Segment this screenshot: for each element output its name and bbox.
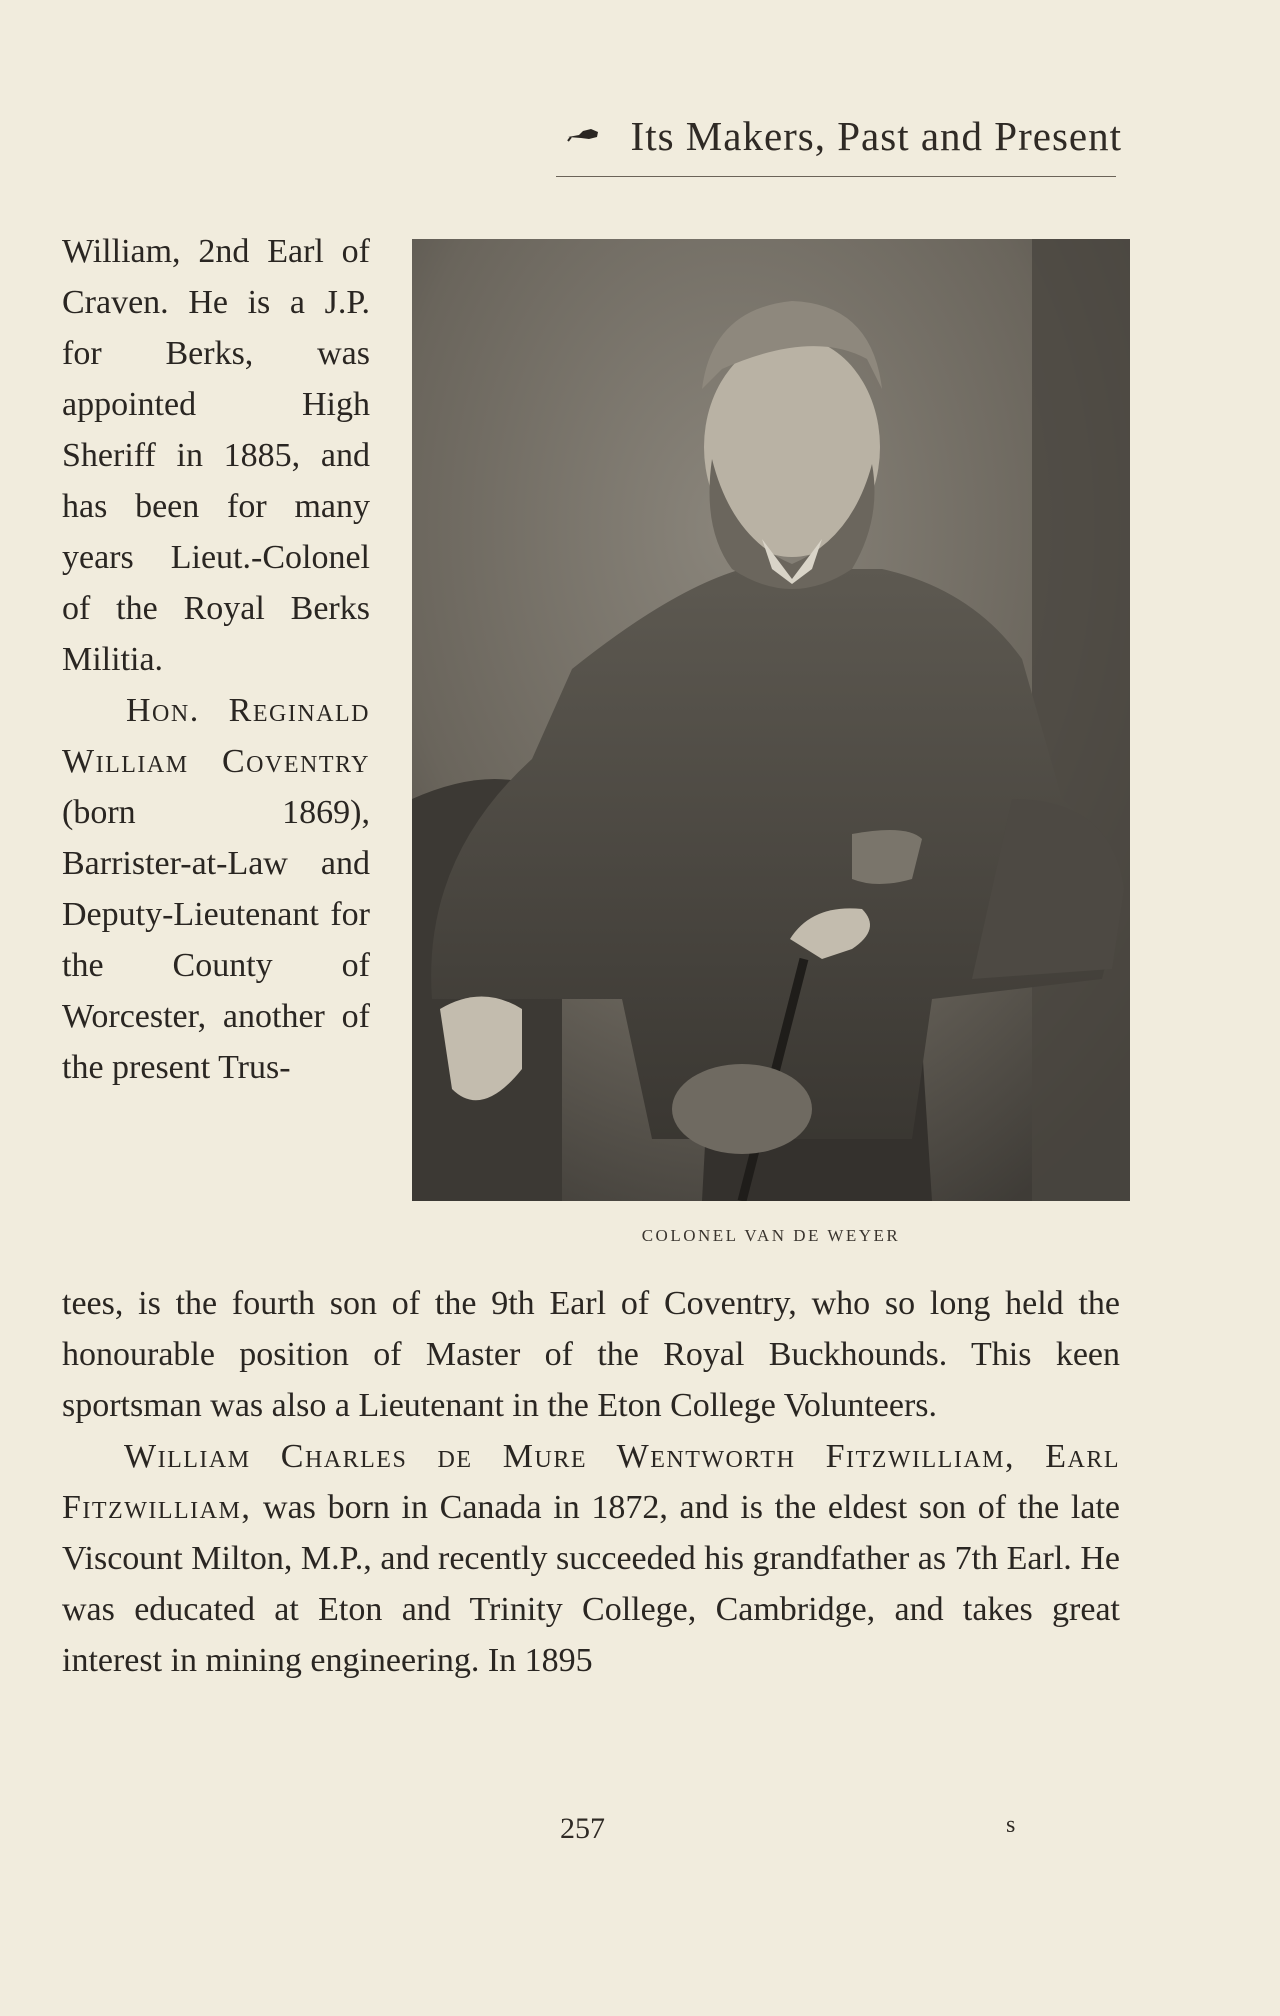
paragraph-craven: William, 2nd Earl of Craven. He is a J.P. for Berks, was appointed High Sheriff in 1885, and has been for many years Lieut.-Colonel of the Royal Berks Militia.: [62, 233, 370, 678]
paragraph-fitzwilliam-text: was born in Canada in 1872, and is the eldest son of the late Viscount Milton, M.P., and recently succeeded his grandfather as 7th Earl. He was educated at Eton and Trinity College, Cambridge, and takes great interest in mining engineering. In 1895: [62, 1489, 1120, 1679]
header-rule: [556, 176, 1116, 177]
hand-pointer-icon: [567, 123, 601, 149]
signature-mark: s: [1006, 1812, 1016, 1838]
page-number: 257: [560, 1812, 605, 1845]
portrait-photograph: [412, 239, 1130, 1201]
running-header: [430, 112, 1122, 160]
paragraph-coventry-text: (born 1869), Barrister-at-Law and Deputy-Lieutenant for the County of Worcester, another of the present Trus-: [62, 794, 370, 1086]
full-width-text: [62, 1278, 1120, 1686]
plate-caption: COLONEL VAN DE WEYER: [641, 1226, 901, 1245]
running-title: Its Makers, Past and Present: [630, 113, 1122, 159]
paragraph-fitzwilliam: [62, 1431, 1120, 1686]
paragraph-coventry-continued: tees, is the fourth son of the 9th Earl of Coventry, who so long held the honourable position of Master of the Royal Buckhounds. This keen sportsman was also a Lieutenant in the Eton College Volunteers.: [62, 1285, 1120, 1424]
person-name-coventry: Hon. Reginald William Coventry: [62, 692, 370, 780]
left-text-column: [62, 226, 370, 1093]
paragraph-coventry: [62, 685, 370, 1093]
person-name-fitzwilliam: William Charles de Mure Wentworth Fitzwilliam, Earl Fitzwilliam,: [62, 1438, 1120, 1526]
